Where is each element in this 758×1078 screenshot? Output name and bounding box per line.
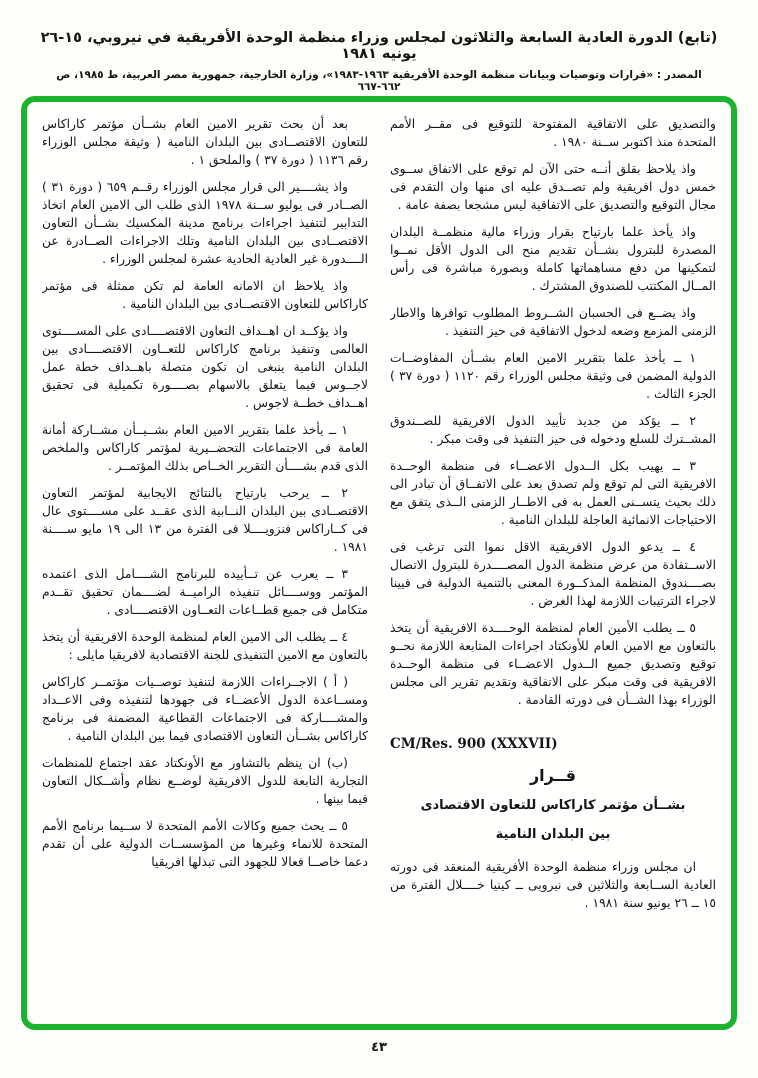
paragraph: واذ يلاحظ بقلق أنــه حتى الآن لم توقع على الاتفاق ســوى خمس دول افريقية ولم تصــدق عليه اى منها وان التقدم فى مجال التوقيع والتصديق على الاتفاقية ليس مشجعا بصفة عامة . [390, 162, 716, 212]
numbered-item-2: ٢ ــ يؤكد من جديد تأييد الدول الافريقية للصــندوق المشــترك للسلع ودخوله فى حيز التنفيذ فى وقت مبكر . [390, 414, 716, 446]
resolution-subtitle-line2: بين البلدان النامية [495, 827, 611, 842]
paragraph: واذ يضــع فى الحسبان الشــروط المطلوب توافرها والاطار الزمنى المزمع وضعه لدخول الاتفاقية فى حيز التنفيذ . [390, 306, 716, 338]
document-header [0, 30, 758, 93]
numbered-item-2: ٢ ــ يرحب بارتياح بالنتائج الايجابية لمؤتمر التعاون الاقتصــادى بين البلدان النــابية الذى عقــد على مســــتوى عال فى كــاراكاس فنزويــــلا فى الفترة من ١٣ الى ١٩ مايو ســــنة ١٩٨١ . [42, 486, 368, 554]
paragraph: واذ يؤكــد ان اهــداف التعاون الاقتصــــادى على المســــتوى العالمى وتنفيذ برنامج كاراكاس للتعــاون الاقتصــــادى بين البلدان النامية ينبغى ان تكون متصلة باهــداف خطة عمل لاجــوس فيما يتعلق بالاسهام بصــــورة تكميلية فى تحقيق اهــداف خطــة لاجوس . [42, 324, 368, 410]
numbered-item-4: ٤ ــ يدعو الدول الافريقية الاقل نموا التى ترغب فى الاســتفادة من عرض منظمة الدول المصــــدرة للبترول الاتصال بصــــندوق المنظمة المذكــورة المعنى بالتنمية الدولية فى فيينا لاجراء الترتيبات اللازمة لهذا الغرض . [390, 540, 716, 608]
paragraph: بعد أن بحث تقرير الامين العام بشــأن مؤتمر كاراكاس للتعاون الاقتصــادى بين البلدان النامية ( وثيقة مجلس الوزراء رقم ١١٣٦ ( دورة ٣٧ ) والملحق ١ . [42, 117, 368, 167]
column-right [390, 115, 716, 1016]
paragraph: واذ يأخذ علما بارتياح بقرار وزراء مالية منظمــة البلدان المصدرة للبترول بشــأن تقديم منح الى الدول الأقل نمــوا لتمكينها من دفع مساهماتها كاملة وبصورة مباشرة فى رأس المــال المكتتب للصندوق المشترك . [390, 225, 716, 293]
paragraph: واذ يلاحظ ان الامانه العامة لم تكن ممثلة فى مؤتمر كاراكاس للتعاون الاقتصــادى بين البلدان النامية . [42, 279, 368, 311]
resolution-subtitle-line1: بشــأن مؤتمر كاراكاس للتعاون الاقتصادى [420, 798, 686, 813]
resolution-title: قــرار [529, 766, 577, 785]
numbered-item-5: ٥ ــ يحث جميع وكالات الأمم المتحدة لا ســيما برنامج الأمم المتحدة للانماء وغيرها من المؤسســات الدولية على أن تقدم دعما خاصــا فعالا للجهود التى تبذلها افريقيا [42, 819, 368, 869]
sub-item-b: (ب) ان ينظم بالتشاور مع الأونكتاد عقد اجتماع للمنظمات التجارية التابعة للدول الافريقية لوضــع نظام وأشــكال التعاون فيما بينها . [42, 756, 368, 806]
sub-item-a: ( أ ) الاجــراءات اللازمة لتنفيذ توصــيات مؤتمــر كاراكاس ومســاعدة الدول الأعضــاء فى جهودها لتنفيذه وفى الاعــداد والمشــــاركة فى الاجتماعات القطاعية المضمنة فى برنامج كاراكاس بشــأن التعاون الاقتصادى فيما بين البلدان النامية . [42, 675, 368, 743]
resolution-reference-number: CM/Res. 900 (XXXVII) [390, 736, 558, 752]
header-session-title: (تابع) الدورة العادية السابعة والثلاثون لمجلس وزراء منظمة الوحدة الأفريقية في نيروبي، ١٥-٢٦ يونيه ١٩٨١ [40, 30, 718, 62]
paragraph: والتصديق على الاتفاقية المفتوحة للتوقيع فى مقــر الأمم المتحدة منذ اكتوبر ســنة ١٩٨٠ . [390, 117, 716, 149]
resolution-preamble-paragraph: ان مجلس وزراء منظمة الوحدة الأفريقية المنعقد فى دورته العادية الســابعة والثلاثين فى نيروبى ــ كينيا خــــلال الفترة من ١٥ ــ ٢٦ يونيو سنة ١٩٨١ . [390, 860, 716, 910]
header-source-citation: المصدر : «قرارات وتوصيات وبيانات منظمة الوحدة الأفريقية ١٩٦٣-١٩٨٣»، وزارة الخارجية، جمهورية مصر العربية، ط ١٩٨٥، ص ٦٦٢-٦٦٧ [56, 69, 702, 93]
numbered-item-5: ٥ ــ يطلب الأمين العام لمنظمة الوحــــدة الافريقية أن يتخذ بالتعاون مع الامين العام للأونكتاد اجراءات المتابعة اللازمة نحــو توقيع وتصديق جميع الــدول الاعضــاء فى منظمة الوحــدة الافريقية فى وقت مبكر على الاتفاقية وتقديم تقرير الى مجلس الوزراء بهذا الشــأن فى دورته القادمة . [390, 621, 716, 707]
green-border-frame [21, 96, 737, 1030]
two-column-layout [27, 102, 731, 1024]
page-number: ٤٣ [371, 1040, 387, 1055]
numbered-item-3: ٣ ــ يهيب بكل الــدول الاعضــاء فى منظمة الوحــدة الافريقية التى لم توقع ولم تصدق بعد على الاتفــاق أن تبادر الى ذلك بحيث يتســنى العمل به فى الاطــار الزمنى الــذى يتفق مع الاحتياجات الانمائية العاجلة للبلدان النامية . [390, 459, 716, 527]
numbered-item-1: ١ ــ يأخذ علما بتقرير الامين العام بشــأن المفاوضــات الدولية المضمن فى وثيقة مجلس الوزراء رقم ١١٢٠ ( دورة ٣٧ ) الجزء الثالث . [390, 351, 716, 401]
numbered-item-1: ١ ــ يأخذ علما بتقرير الامين العام بشــيــأن مشــاركة أمانة العامة فى الاجتماعات التحضــيرية لمؤتمر كاراكاس والملخص الذى قدم بشــــأن التقرير الخــاص بذلك المؤتمــر . [42, 423, 368, 473]
paragraph: واذ يشــــير الى قرار مجلس الوزراء رقــم ٦٥٩ ( دورة ٣١ ) الصــادر فى يوليو ســنة ١٩٧٨ الذى طلب الى الامين العام اتخاذ التدابير لتنفيذ اجراءات برنامج مدينة المكسيك بشــأن التعاون الاقتصــادى بين البلدان النامية وتلك الاجراءات الصــادرة عن الــــدورة غير العادية الحادية عشرة لمجلس الوزراء . [42, 180, 368, 266]
column-left [42, 115, 368, 1016]
numbered-item-4: ٤ ــ يطلب الى الامين العام لمنظمة الوحدة الافريقية أن يتخذ بالتعاون مع الامين التنفيذى للجنة الاقتصادية لافريقيا مايلى : [42, 630, 368, 662]
numbered-item-3: ٣ ــ يعرب عن تــأييده للبرنامج الشــــامل الذى اعتمده المؤتمر ووســــائل تنفيذه الراميــة لضــــمان تحقيق تقــدم متكامل فى جميع قطــاعات التعــاون الاقتصــــادى . [42, 567, 368, 617]
document-footer [0, 1040, 758, 1055]
